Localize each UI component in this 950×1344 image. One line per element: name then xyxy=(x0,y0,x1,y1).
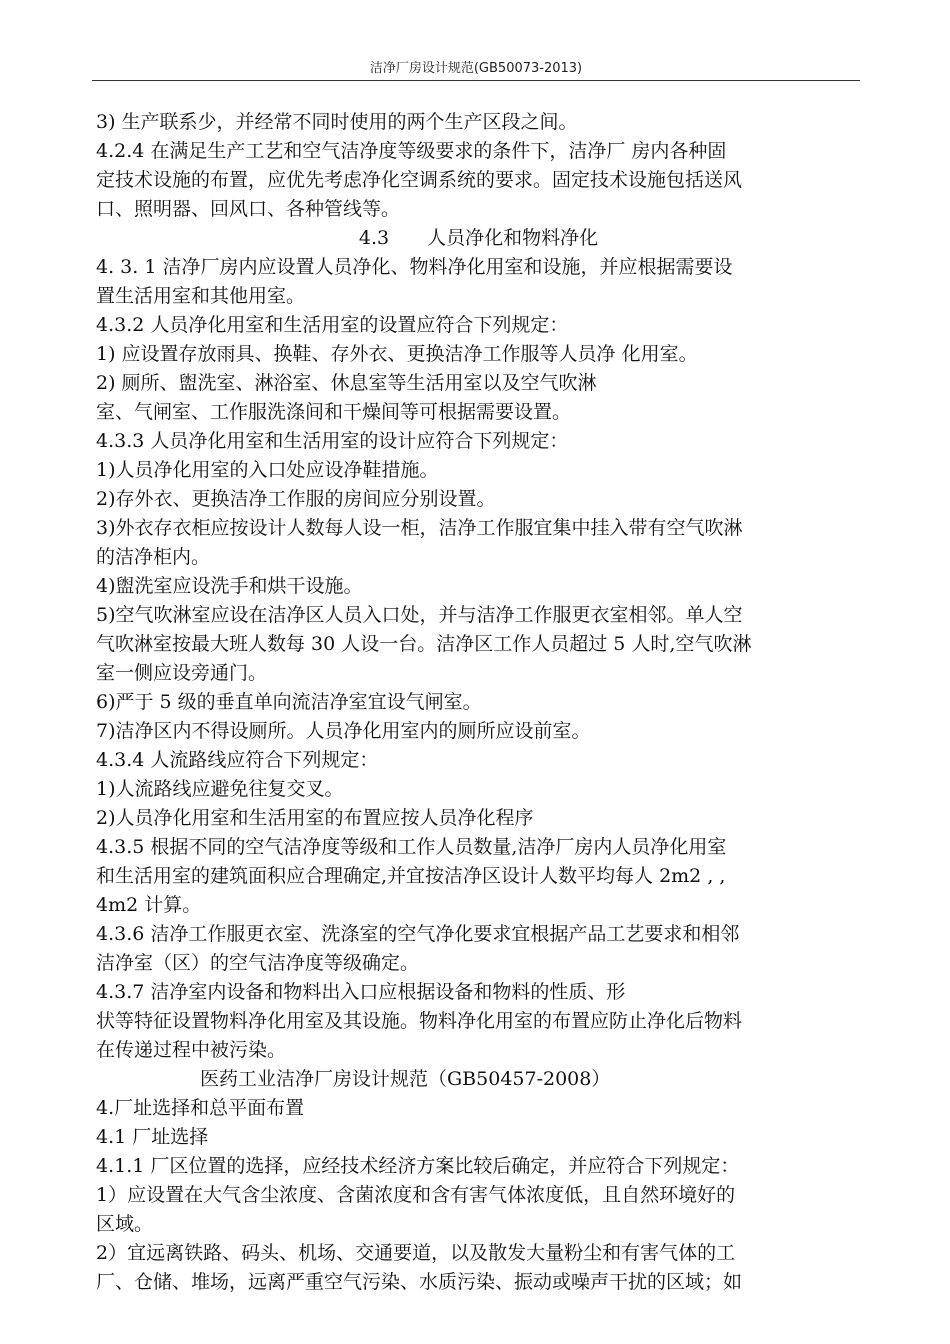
text-line: 6)严于 5 级的垂直单向流洁净室宜设气闸室。 xyxy=(96,691,482,713)
text-line: 7)洁净区内不得设厕所。人员净化用室内的厕所应设前室。 xyxy=(96,720,591,742)
text-line: 1)人员净化用室的入口处应设净鞋措施。 xyxy=(96,459,439,481)
text-line: 1) 应设置存放雨具、换鞋、存外衣、更换洁净工作服等人员净 化用室。 xyxy=(96,343,698,365)
text-line: 4.3.2 人员净化用室和生活用室的设置应符合下列规定： xyxy=(96,314,569,336)
text-line: 3) 生产联系少，并经常不同时使用的两个生产区段之间。 xyxy=(96,111,578,133)
text-line: 厂、仓储、堆场，远离严重空气污染、水质污染、振动或噪声干扰的区域；如 xyxy=(96,1271,743,1293)
text-line: 4.3.3 人员净化用室和生活用室的设计应符合下列规定： xyxy=(96,430,569,452)
text-line: 4.1 厂址选择 xyxy=(96,1126,209,1148)
text-line: 医药工业洁净厂房设计规范（GB50457-2008） xyxy=(200,1068,611,1090)
text-line: 定技术设施的布置，应优先考虑净化空调系统的要求。固定技术设施包括送风 xyxy=(96,169,743,191)
text-line: 口、照明器、回风口、各种管线等。 xyxy=(96,198,401,220)
page-header: 洁净厂房设计规范(GB50073-2013) xyxy=(92,60,860,81)
text-line: 4.3.7 洁净室内设备和物料出入口应根据设备和物料的性质、形 xyxy=(96,981,626,1003)
text-line: 气吹淋室按最大班人数每 30 人设一台。洁净区工作人员超过 5 人时,空气吹淋 xyxy=(96,633,752,655)
text-line: 和生活用室的建筑面积应合理确定,并宜按洁净区设计人数平均每人 2m2 , , xyxy=(96,865,726,887)
text-line: 4.3.5 根据不同的空气洁净度等级和工作人员数量,洁净厂房内人员净化用室 xyxy=(96,836,727,858)
text-line: 4.厂址选择和总平面布置 xyxy=(96,1097,305,1119)
text-line: 3)外衣存衣柜应按设计人数每人设一柜，洁净工作服宜集中挂入带有空气吹淋 xyxy=(96,517,743,539)
document-body xyxy=(96,108,861,1297)
text-line: 2) 厕所、盥洗室、淋浴室、休息室等生活用室以及空气吹淋 xyxy=(96,372,597,394)
text-line: 置生活用室和其他用室。 xyxy=(96,285,306,307)
text-line: 4.3 人员净化和物料净化 xyxy=(358,227,599,249)
text-line: 4.3.4 人流路线应符合下列规定： xyxy=(96,749,379,771)
text-line: 4m2 计算。 xyxy=(96,894,202,916)
text-line: 室、气闸室、工作服洗涤间和干燥间等可根据需要设置。 xyxy=(96,401,572,423)
text-line: 4. 3. 1 洁净厂房内应设置人员净化、物料净化用室和设施，并应根据需要设 xyxy=(96,256,733,278)
text-line: 5)空气吹淋室应设在洁净区人员入口处，并与洁净工作服更衣室相邻。单人空 xyxy=(96,604,743,626)
text-line: 1)人流路线应避免往复交叉。 xyxy=(96,778,344,800)
text-line: 2)人员净化用室和生活用室的布置应按人员净化程序 xyxy=(96,807,534,829)
text-line: 4)盥洗室应设洗手和烘干设施。 xyxy=(96,575,363,597)
text-line: 4.2.4 在满足生产工艺和空气洁净度等级要求的条件下，洁净厂 房内各种固 xyxy=(96,140,727,162)
text-line: 洁净室（区）的空气洁净度等级确定。 xyxy=(96,952,420,974)
text-line: 区域。 xyxy=(96,1213,154,1235)
text-line: 2）宜远离铁路、码头、机场、交通要道，以及散发大量粉尘和有害气体的工 xyxy=(96,1242,736,1264)
text-line: 室一侧应设旁通门。 xyxy=(96,662,268,684)
text-line: 在传递过程中被污染。 xyxy=(96,1039,287,1061)
text-line: 4.3.6 洁净工作服更衣室、洗涤室的空气净化要求宜根据产品工艺要求和相邻 xyxy=(96,923,740,945)
text-line: 2)存外衣、更换洁净工作服的房间应分别设置。 xyxy=(96,488,496,510)
text-line: 的洁净柜内。 xyxy=(96,546,211,568)
text-line: 4.1.1 厂区位置的选择，应经技术经济方案比较后确定，并应符合下列规定： xyxy=(96,1155,740,1177)
text-line: 1）应设置在大气含尘浓度、含菌浓度和含有害气体浓度低，且自然环境好的 xyxy=(96,1184,736,1206)
text-line: 状等特征设置物料净化用室及其设施。物料净化用室的布置应防止净化后物料 xyxy=(96,1010,743,1032)
